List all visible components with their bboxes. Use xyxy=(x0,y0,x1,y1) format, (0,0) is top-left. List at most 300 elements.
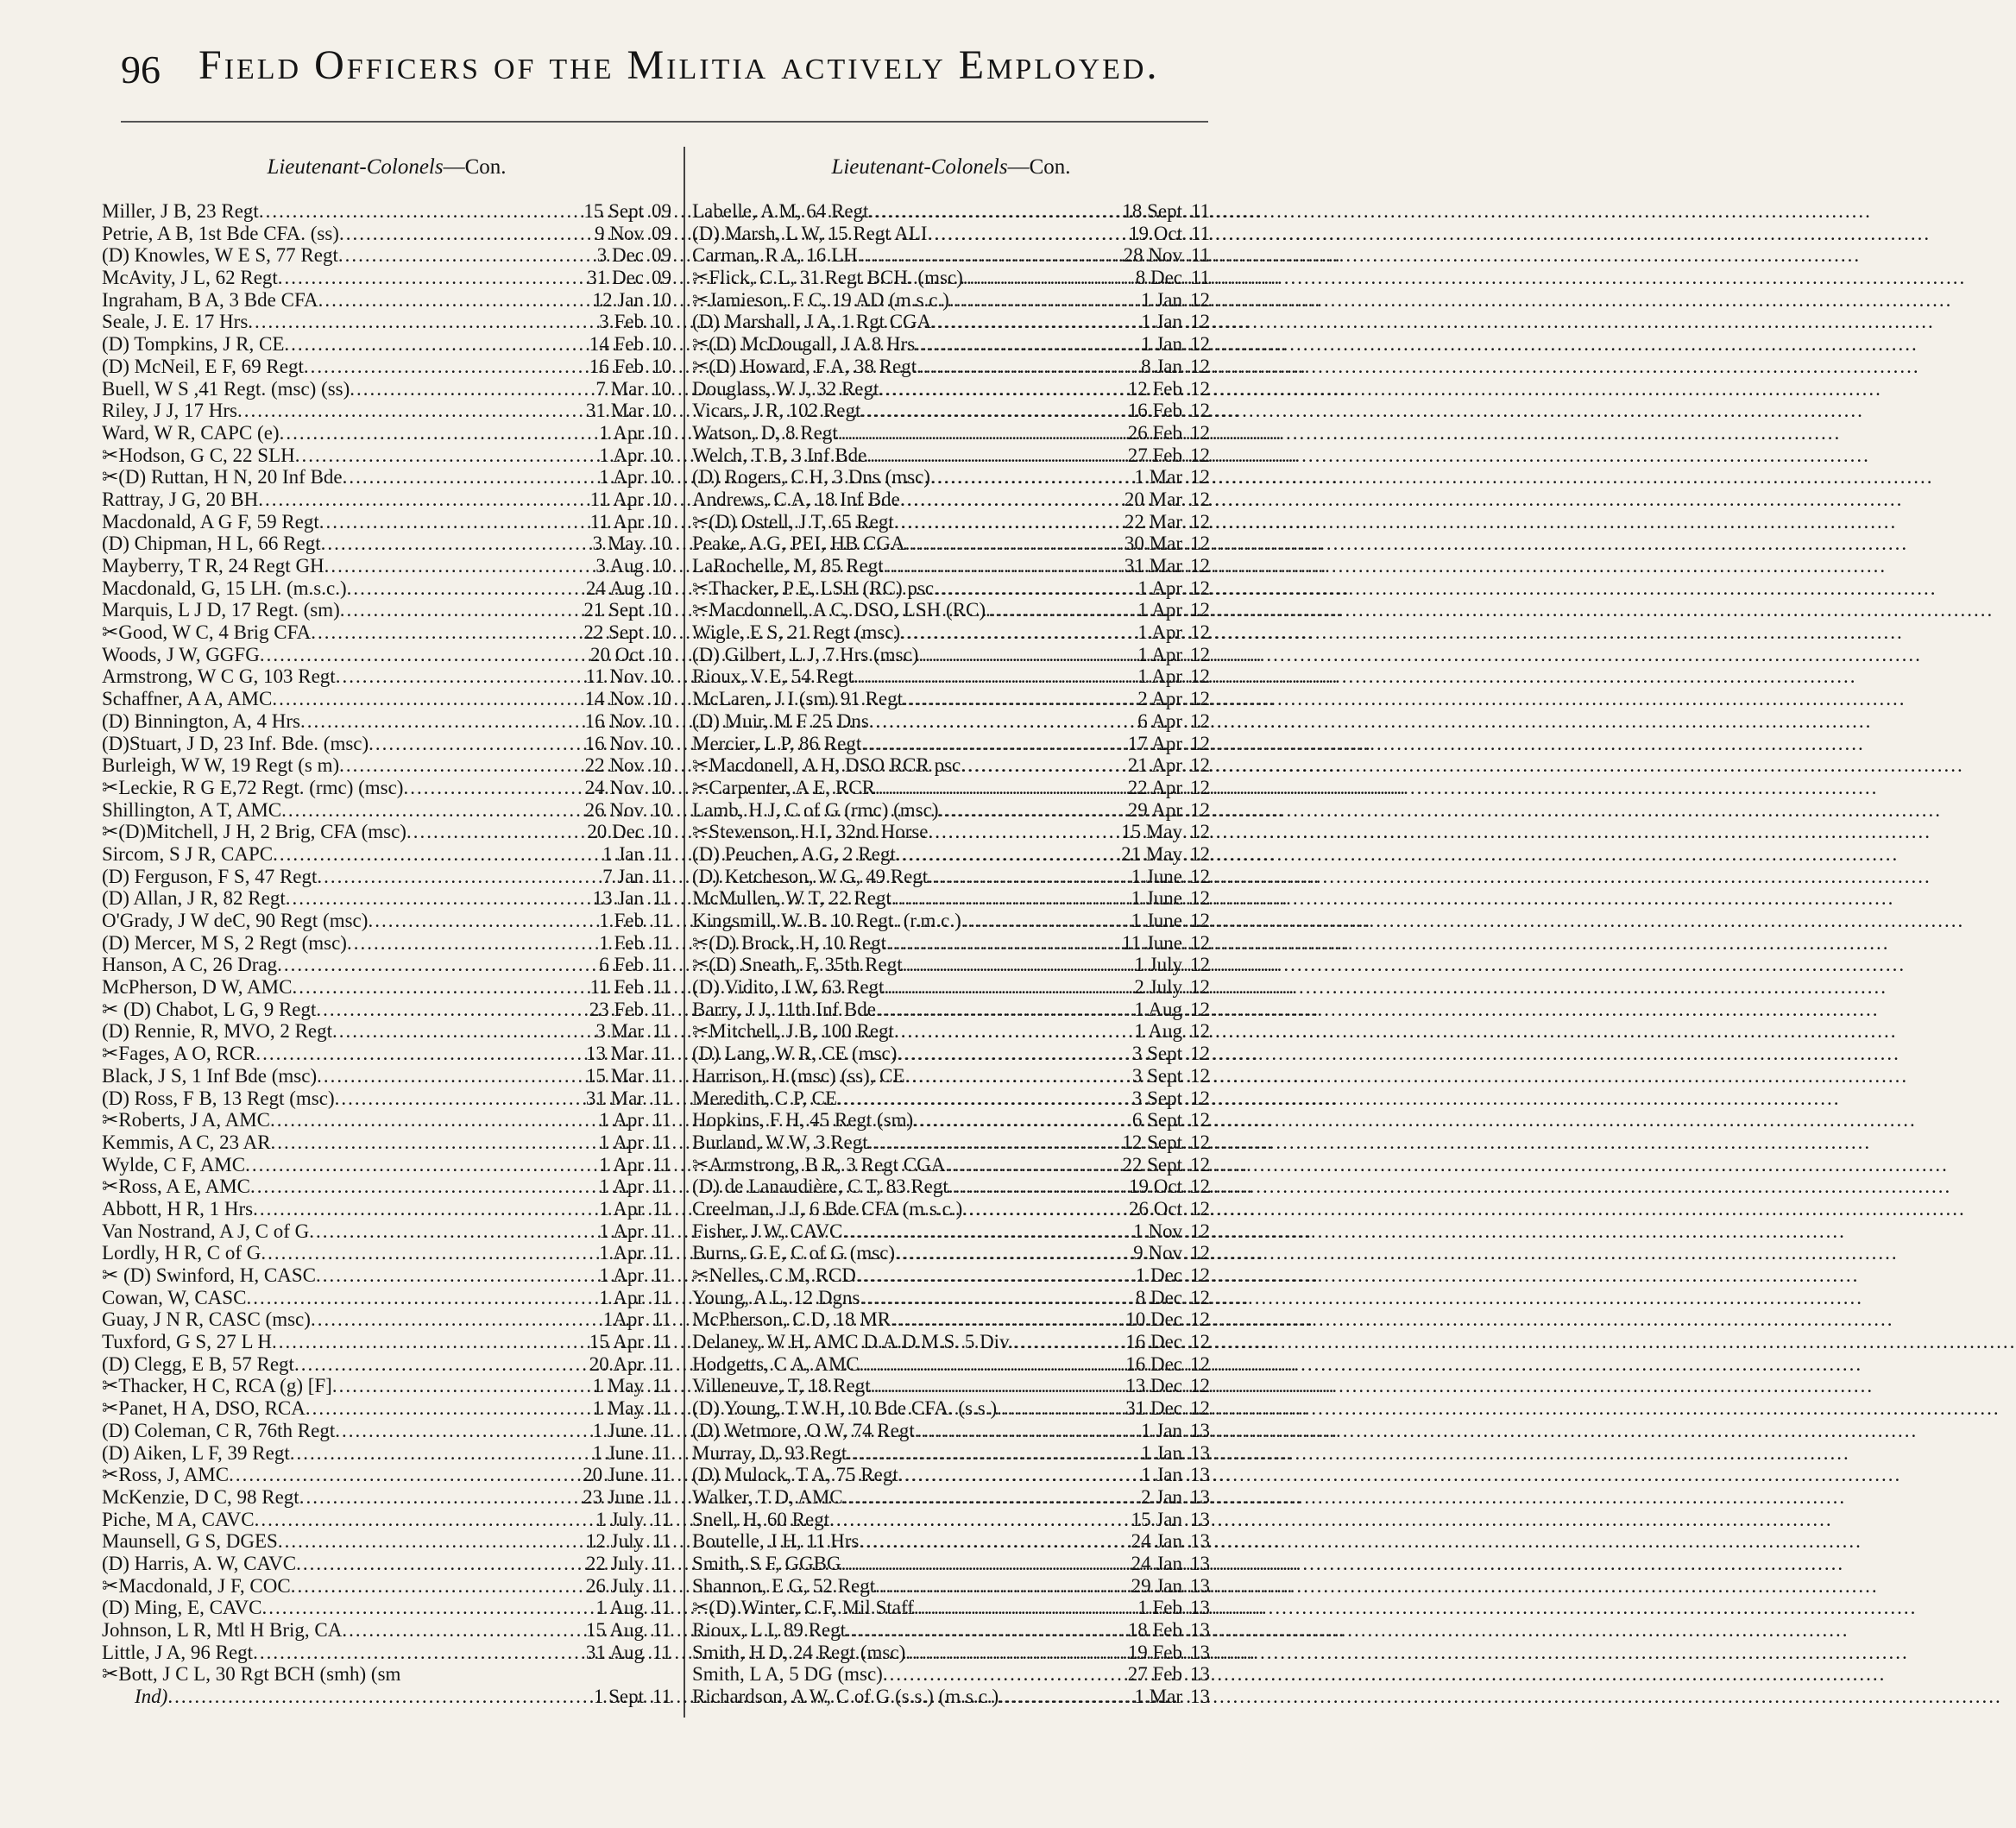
dot-leader xyxy=(306,1397,591,1420)
commission-year: 12 xyxy=(1190,709,1210,732)
dot-leader xyxy=(884,555,1123,577)
commission-year: 12 xyxy=(1190,1220,1210,1242)
dot-leader xyxy=(939,799,1126,822)
officer-name: Riley, J J, 17 Hrs xyxy=(102,400,237,422)
dot-leader xyxy=(903,688,1136,710)
commission-date: 20 Apr xyxy=(589,1352,644,1375)
officer-name: McPherson, C D, 18 MR xyxy=(692,1308,891,1331)
commission-date: 1 June xyxy=(592,1441,644,1464)
commission-date: 29 Apr xyxy=(1127,798,1182,821)
commission-year: 12 xyxy=(1190,421,1210,444)
dot-leader xyxy=(317,1065,584,1087)
commission-year: 12 xyxy=(1190,732,1210,754)
officer-name: Macdonald, G, 15 LH. (m.s.c.) xyxy=(102,577,347,599)
commission-year: 12 xyxy=(1190,444,1210,466)
officer-entry xyxy=(692,1619,1210,1642)
officer-entry xyxy=(692,1375,1210,1397)
commission-year: 12 xyxy=(1190,754,1210,777)
officer-entry xyxy=(692,1686,1210,1708)
commission-date: 29 Jan xyxy=(1131,1574,1182,1597)
dot-leader xyxy=(295,444,598,467)
commission-year: 11 xyxy=(652,1264,671,1286)
officer-entry xyxy=(102,289,671,312)
commission-year: 10 xyxy=(652,643,671,665)
commission-date: 1Apr xyxy=(602,1308,644,1331)
officer-entry xyxy=(102,932,671,955)
right-heading-rank: Lieutenant-Colonels xyxy=(831,155,1008,179)
officer-name: Armstrong, W C G, 103 Regt xyxy=(102,665,336,688)
dot-leader xyxy=(838,422,1126,444)
commission-year: 13 xyxy=(1190,1485,1210,1508)
commission-year: 11 xyxy=(652,910,671,931)
dot-leader xyxy=(900,621,1136,644)
dot-leader xyxy=(284,333,587,356)
dot-leader xyxy=(931,311,1139,333)
officer-entry xyxy=(102,1642,671,1664)
officer-entry xyxy=(102,400,671,422)
dot-leader xyxy=(891,1308,1124,1331)
officer-name: Lordly, H R, C of G xyxy=(102,1242,261,1264)
commission-date: 23 June xyxy=(583,1485,644,1508)
commission-date: 1 June xyxy=(1131,910,1182,931)
dot-leader xyxy=(900,489,1123,511)
commission-year: 11 xyxy=(652,1464,671,1486)
officer-name: Peake, A G, PEI, HB CGA xyxy=(692,533,905,555)
dot-leader xyxy=(369,733,583,755)
officer-entry xyxy=(102,1154,671,1176)
commission-year: 12 xyxy=(1190,1397,1210,1420)
officer-entry xyxy=(692,887,1210,910)
dot-leader xyxy=(846,1619,1126,1642)
dot-leader xyxy=(997,1397,1124,1420)
officer-entry xyxy=(692,422,1210,444)
officer-entry xyxy=(692,932,1210,955)
dot-leader xyxy=(339,754,583,777)
officer-entry xyxy=(102,1331,671,1353)
dot-leader xyxy=(253,1198,597,1220)
officer-name: (D) Chipman, H L, 66 Regt xyxy=(102,533,321,555)
commission-year: 12 xyxy=(1190,311,1210,333)
officer-name: (D) Harris, A. W, CAVC xyxy=(102,1552,297,1574)
commission-date: 15 Jan xyxy=(1131,1508,1182,1530)
commission-date: 1 Apr xyxy=(599,1264,644,1286)
officer-name: (D) Rennie, R, MVO, 2 Regt xyxy=(102,1020,333,1043)
officer-name: Hanson, A C, 26 Drag xyxy=(102,954,278,976)
commission-date: 24 Jan xyxy=(1131,1552,1182,1574)
officer-entry xyxy=(692,1264,1210,1287)
officer-name: Wylde, C F, AMC xyxy=(102,1153,246,1176)
commission-year: 12 xyxy=(1190,1352,1210,1375)
dot-leader xyxy=(842,1220,1131,1243)
officer-entry xyxy=(692,356,1210,378)
commission-date: 1 Apr xyxy=(599,1176,644,1198)
commission-date: 27 Feb xyxy=(1127,1663,1182,1686)
officer-entry xyxy=(102,333,671,356)
dot-leader xyxy=(915,333,1139,356)
dot-leader xyxy=(861,733,1126,755)
commission-year: 10 xyxy=(652,665,671,688)
dot-leader xyxy=(868,200,1120,223)
officer-name: ✂(D) Brock, H, 10 Regt xyxy=(692,931,886,954)
officer-entry xyxy=(692,799,1210,822)
left-heading-rank: Lieutenant-Colonels xyxy=(267,155,444,179)
commission-date: 20 Mar xyxy=(1124,488,1182,510)
officer-name: Creelman, J J, 6 Bde CFA (m.s.c.) xyxy=(692,1197,963,1220)
commission-year: 11 xyxy=(652,1109,671,1131)
commission-year: 12 xyxy=(1190,865,1210,887)
officer-name: Smith, L A, 5 DG (msc) xyxy=(692,1663,883,1686)
commission-year: 11 xyxy=(652,1686,671,1708)
commission-date: 3 Sept xyxy=(1131,1043,1182,1065)
commission-year: 11 xyxy=(652,1286,671,1308)
dot-leader xyxy=(273,843,601,866)
commission-date: 1 Apr xyxy=(599,1131,644,1153)
officer-name: Tuxford, G S, 27 L H xyxy=(102,1331,273,1353)
officer-name: ✂(D) Winter, C F, Mil Staff xyxy=(692,1597,914,1619)
dot-leader xyxy=(300,710,583,733)
commission-year: 11 xyxy=(652,842,671,865)
officer-entry xyxy=(692,577,1210,600)
dot-leader xyxy=(858,244,1122,267)
dot-leader xyxy=(335,1420,590,1442)
commission-date: 2 July xyxy=(1134,976,1182,999)
dot-leader xyxy=(860,1287,1134,1309)
dot-leader xyxy=(860,1353,1125,1376)
officer-entry xyxy=(102,444,671,467)
dot-leader xyxy=(905,533,1123,555)
dot-leader xyxy=(934,577,1136,600)
officer-entry xyxy=(692,821,1210,843)
commission-date: 3 Aug xyxy=(595,555,644,577)
officer-name: ✂(D) Howard, F A, 38 Regt xyxy=(692,355,917,377)
officer-name: Maunsell, G S, DGES xyxy=(102,1530,278,1553)
officer-entry xyxy=(102,378,671,400)
dot-leader xyxy=(891,887,1130,910)
commission-year: 09 xyxy=(652,244,671,267)
officer-entry xyxy=(102,223,671,245)
officer-name: ✂Roberts, J A, AMC xyxy=(102,1109,270,1131)
commission-year: 12 xyxy=(1190,1043,1210,1065)
commission-date: 6 Feb xyxy=(599,954,644,976)
officer-entry xyxy=(692,311,1210,333)
dot-leader xyxy=(991,599,1136,621)
commission-date: 7 Mar xyxy=(595,377,644,400)
dot-leader xyxy=(886,932,1120,955)
officer-name: McMullen, W T, 22 Regt xyxy=(692,887,891,910)
officer-name: Mayberry, T R, 24 Regt GH xyxy=(102,555,324,577)
officer-name: Piche, M A, CAVC xyxy=(102,1508,255,1530)
officer-entry xyxy=(692,511,1210,533)
page-header xyxy=(121,41,1191,102)
dot-leader xyxy=(837,1087,1131,1110)
dot-leader xyxy=(914,1597,1136,1619)
officer-name: Andrews, C A, 18 Inf Bde xyxy=(692,488,900,510)
commission-year: 09 xyxy=(652,267,671,289)
commission-date: 31 Aug xyxy=(585,1641,644,1663)
officer-entry xyxy=(692,866,1210,888)
officer-entry xyxy=(102,356,671,378)
commission-year: 11 xyxy=(652,1552,671,1574)
commission-date: 31 Mar xyxy=(1124,555,1182,577)
dot-leader xyxy=(854,665,1136,688)
officer-entry xyxy=(692,843,1210,866)
officer-entry xyxy=(102,1663,671,1686)
officer-entry xyxy=(102,244,671,267)
dot-leader xyxy=(324,555,595,577)
officer-name: ✂Flick, C L, 31 Regt BCH. (msc) xyxy=(692,267,963,289)
commission-year: 13 xyxy=(1190,1441,1210,1464)
commission-date: 1 Apr xyxy=(599,444,644,466)
commission-year: 10 xyxy=(652,754,671,777)
officer-entry xyxy=(102,1575,671,1598)
commission-year: 11 xyxy=(1190,200,1210,222)
commission-year: 10 xyxy=(652,488,671,510)
commission-year: 11 xyxy=(652,1242,671,1264)
page-title: Field Officers of the Militia actively Employed. xyxy=(198,42,1160,88)
officer-name: Barry, J J, 11th Inf Bde xyxy=(692,998,876,1020)
officer-entry xyxy=(692,1575,1210,1598)
commission-year: 12 xyxy=(1190,577,1210,599)
commission-year: 12 xyxy=(1190,288,1210,311)
dot-leader xyxy=(905,1642,1126,1664)
commission-date: 3 May xyxy=(592,533,644,555)
officer-entry xyxy=(102,710,671,733)
commission-year: 12 xyxy=(1190,776,1210,798)
dot-leader xyxy=(261,1242,597,1264)
commission-year: 13 xyxy=(1190,1641,1210,1663)
dot-leader xyxy=(347,577,584,600)
dot-leader xyxy=(281,799,583,822)
commission-date: 11 Feb xyxy=(589,976,644,999)
officer-name: McAvity, J L, 62 Regt xyxy=(102,267,278,289)
officer-entry xyxy=(102,1287,671,1309)
officer-entry xyxy=(692,665,1210,688)
commission-year: 12 xyxy=(1190,555,1210,577)
commission-year: 11 xyxy=(652,1176,671,1198)
officer-entry xyxy=(692,710,1210,733)
dot-leader xyxy=(271,1131,598,1154)
officer-entry xyxy=(102,511,671,533)
commission-year: 12 xyxy=(1190,466,1210,489)
commission-date: 1 Jan xyxy=(1141,288,1182,311)
dot-leader xyxy=(229,1464,581,1486)
commission-date: 19 Oct xyxy=(1129,1176,1182,1198)
commission-year: 12 xyxy=(1190,842,1210,865)
commission-year: 13 xyxy=(1190,1574,1210,1597)
dot-leader xyxy=(928,866,1129,888)
commission-year: 11 xyxy=(652,1087,671,1109)
commission-date: 2 Jan xyxy=(1141,1485,1182,1508)
officer-name: ✂Hodson, G C, 22 SLH xyxy=(102,444,295,466)
commission-date: 22 Sept xyxy=(583,621,644,644)
dot-leader xyxy=(260,644,589,666)
officer-entry xyxy=(102,1420,671,1442)
officer-name: (D) Ferguson, F S, 47 Regt xyxy=(102,865,318,887)
commission-year: 11 xyxy=(652,887,671,910)
officer-name: Rioux, L I, 89 Regt xyxy=(692,1619,847,1641)
commission-date: 1 Apr xyxy=(1137,599,1182,621)
commission-year: 12 xyxy=(1190,1331,1210,1353)
commission-year: 10 xyxy=(652,421,671,444)
officer-entry xyxy=(692,1020,1210,1043)
officer-name: (D) Tompkins, J R, CE xyxy=(102,333,285,356)
dot-leader xyxy=(321,533,591,555)
officer-name: (D) Coleman, C R, 76th Regt xyxy=(102,1419,336,1441)
commission-date: 24 Nov xyxy=(584,776,644,798)
dot-leader xyxy=(350,378,594,400)
commission-date: 1 Jan xyxy=(1141,1464,1182,1486)
commission-year: 10 xyxy=(652,400,671,422)
commission-year: 11 xyxy=(652,1064,671,1087)
dot-leader xyxy=(292,976,588,999)
officer-entry xyxy=(102,1131,671,1154)
officer-entry xyxy=(102,754,671,777)
officer-name: ✂Macdonell, A H, DSO RCR psc xyxy=(692,754,961,777)
officer-entry xyxy=(692,1486,1210,1509)
left-entry-list xyxy=(102,200,671,1708)
dot-leader xyxy=(903,954,1133,976)
commission-year: 12 xyxy=(1190,1242,1210,1264)
commission-date: 3 Sept xyxy=(1131,1064,1182,1087)
commission-date: 12 July xyxy=(585,1530,644,1553)
officer-name: Boutelle, J H, 11 Hrs xyxy=(692,1530,860,1553)
dot-leader xyxy=(278,1530,584,1553)
officer-name: ✂(D)Mitchell, J H, 2 Brig, CFA (msc) xyxy=(102,821,406,843)
officer-entry xyxy=(102,954,671,976)
commission-date: 3 Dec xyxy=(596,244,644,267)
officer-entry xyxy=(102,1397,671,1420)
commission-year: 11 xyxy=(652,1419,671,1441)
officer-entry xyxy=(692,289,1210,312)
officer-entry xyxy=(692,1509,1210,1531)
officer-name: ✂Thacker, P E, LSH (RC) psc xyxy=(692,577,935,599)
officer-entry xyxy=(102,1043,671,1065)
officer-name: (D) Knowles, W E S, 77 Regt xyxy=(102,244,338,267)
officer-entry xyxy=(692,777,1210,799)
commission-year: 12 xyxy=(1190,976,1210,999)
dot-leader xyxy=(403,777,583,799)
officer-entry xyxy=(102,489,671,511)
commission-year: 12 xyxy=(1190,887,1210,910)
officer-entry xyxy=(102,1264,671,1287)
commission-year: 12 xyxy=(1190,1020,1210,1043)
commission-year: 11 xyxy=(652,1619,671,1641)
officer-entry xyxy=(102,1530,671,1553)
officer-entry xyxy=(692,1642,1210,1664)
officer-entry xyxy=(102,1020,671,1043)
commission-year: 11 xyxy=(652,1352,671,1375)
dot-leader xyxy=(332,1020,594,1043)
commission-date: 15 Apr xyxy=(589,1331,644,1353)
officer-entry xyxy=(692,1663,1210,1686)
officer-name: Hodgetts, C A, AMC xyxy=(692,1352,860,1375)
commission-year: 12 xyxy=(1190,1087,1210,1109)
commission-date: 1 June xyxy=(1131,887,1182,910)
commission-year: 12 xyxy=(1190,621,1210,644)
dot-leader xyxy=(246,1287,597,1309)
commission-date: 15 Mar xyxy=(585,1064,644,1087)
dot-leader xyxy=(856,1264,1134,1287)
commission-date: 1 May xyxy=(592,1375,644,1397)
commission-date: 3 Feb xyxy=(599,311,644,333)
commission-date: 24 Jan xyxy=(1131,1530,1182,1553)
officer-name: (D) Gilbert, L J, 7 Hrs (msc) xyxy=(692,643,919,665)
commission-year: 09 xyxy=(652,200,671,222)
officer-name: (D) Ketcheson, W G, 49 Regt xyxy=(692,865,929,887)
officer-entry xyxy=(102,1087,671,1110)
officer-name: ✂(D) McDougall, J A 8 Hrs xyxy=(692,333,916,356)
officer-name: (D) Aiken, L F, 39 Regt xyxy=(102,1441,290,1464)
commission-date: 1 Apr xyxy=(1137,577,1182,599)
officer-entry xyxy=(102,1198,671,1220)
dot-leader xyxy=(262,1597,595,1619)
commission-year: 12 xyxy=(1190,1176,1210,1198)
officer-entry xyxy=(102,733,671,755)
officer-entry xyxy=(692,223,1210,245)
commission-year: 13 xyxy=(1190,1663,1210,1686)
officer-entry xyxy=(692,644,1210,666)
commission-date: 7 Jan xyxy=(602,865,644,887)
commission-date: 15 May xyxy=(1121,821,1182,843)
officer-entry xyxy=(692,1308,1210,1331)
officer-name: Villeneuve, T, 18 Regt xyxy=(692,1375,871,1397)
dot-leader xyxy=(319,511,589,533)
dot-leader xyxy=(915,1420,1139,1442)
officer-name: ✂Panet, H A, DSO, RCA xyxy=(102,1397,306,1420)
officer-name: (D) Lang, W R, CE (msc) xyxy=(692,1043,898,1065)
dot-leader xyxy=(336,665,584,688)
commission-date: 1 June xyxy=(592,1419,644,1441)
commission-date: 12 Feb xyxy=(1127,377,1182,400)
officer-entry xyxy=(102,644,671,666)
officer-entry xyxy=(692,1220,1210,1243)
commission-date: 1 July xyxy=(595,1508,644,1530)
dot-leader xyxy=(876,999,1132,1021)
commission-date: 1 Apr xyxy=(1137,665,1182,688)
officer-entry xyxy=(102,577,671,600)
officer-entry xyxy=(102,1242,671,1264)
commission-date: 26 Feb xyxy=(1127,421,1182,444)
officer-entry xyxy=(692,999,1210,1021)
dot-leader xyxy=(847,1442,1139,1465)
commission-date: 16 Nov xyxy=(584,709,644,732)
officer-name: Mercier, L P, 86 Regt xyxy=(692,732,862,754)
commission-year: 12 xyxy=(1190,821,1210,843)
officer-name: Seale, J. E. 17 Hrs xyxy=(102,311,249,333)
dot-leader xyxy=(871,1375,1125,1397)
commission-date: 26 July xyxy=(585,1574,644,1597)
commission-year: 11 xyxy=(652,1441,671,1464)
officer-name: Woods, J W, GGFG xyxy=(102,643,260,665)
commission-date: 1 Apr xyxy=(599,1286,644,1308)
commission-year: 11 xyxy=(652,1397,671,1420)
commission-date: 14 Feb xyxy=(589,333,644,356)
officer-entry xyxy=(692,1530,1210,1553)
officer-name: (D) Ming, E, CAVC xyxy=(102,1597,262,1619)
officer-name: Ingraham, B A, 3 Bde CFA xyxy=(102,288,318,311)
commission-date: 1 Jan xyxy=(1141,1419,1182,1441)
officer-name: ✂Armstrong, B R, 3 Regt CGA xyxy=(692,1153,946,1176)
commission-year: 12 xyxy=(1190,1197,1210,1220)
officer-name: (D) Vidito, I W, 63 Regt xyxy=(692,976,885,999)
commission-year: 11 xyxy=(652,931,671,954)
officer-name: Delaney, W H, AMC D.A.D.M.S. 5 Div. xyxy=(692,1331,1013,1353)
dot-leader xyxy=(894,511,1123,533)
officer-name: Miller, J B, 23 Regt xyxy=(102,200,259,222)
commission-year: 13 xyxy=(1190,1597,1210,1619)
officer-name: (D) Muir, M F 25 Dns xyxy=(692,709,869,732)
officer-name: ✂(D) Ostell, J T, 65 Regt xyxy=(692,510,894,533)
